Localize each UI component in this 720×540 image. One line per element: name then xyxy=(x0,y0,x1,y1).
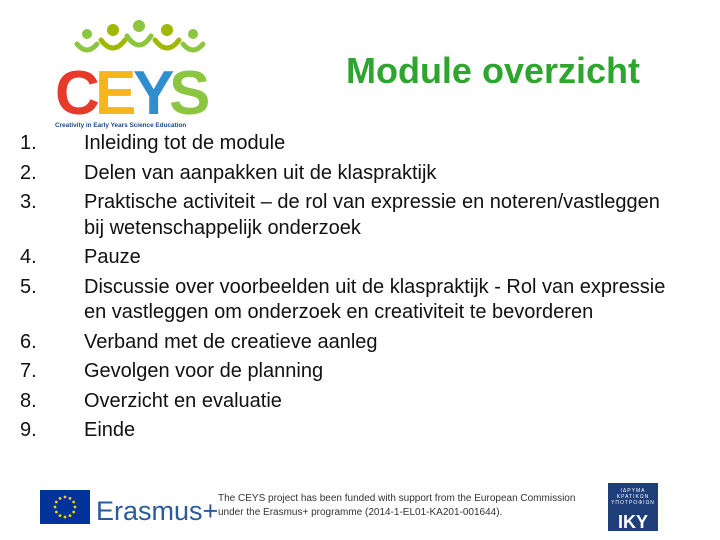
eu-star xyxy=(72,511,75,514)
agenda-list xyxy=(20,131,670,448)
agenda-item xyxy=(20,275,670,326)
eu-star xyxy=(72,501,75,504)
eu-star xyxy=(64,516,67,519)
agenda-item-text: Einde xyxy=(84,419,136,441)
funding-disclaimer: The CEYS project has been funded with support from the European Commission under the Erasmus+ programme (2014-1-EL01-KA201-001644). xyxy=(218,493,576,518)
agenda-item-number: 5. xyxy=(20,275,37,298)
agenda-item-number: 2. xyxy=(20,161,37,184)
eu-star xyxy=(55,501,58,504)
agenda-item xyxy=(20,245,670,271)
agenda-item xyxy=(20,389,670,415)
eu-star xyxy=(54,506,57,509)
agenda-item-number: 8. xyxy=(20,389,37,412)
footer xyxy=(0,478,720,538)
agenda-item xyxy=(20,359,670,385)
svg-text:Y: Y xyxy=(133,59,175,128)
eu-star xyxy=(55,511,58,514)
iky-wordmark: IKY xyxy=(617,512,648,532)
agenda-item xyxy=(20,190,670,241)
agenda-item-number: 9. xyxy=(20,419,37,441)
page-title: Module overzicht xyxy=(345,50,640,91)
eu-star xyxy=(59,514,62,517)
eu-star xyxy=(64,496,67,499)
agenda-item-number: 6. xyxy=(20,330,37,353)
ceys-logo xyxy=(55,18,215,129)
agenda-item-number: 4. xyxy=(20,246,37,268)
eu-star xyxy=(69,497,72,500)
agenda-item-text: Pauze xyxy=(84,246,141,268)
agenda-item-text: Overzicht en evaluatie xyxy=(84,389,282,412)
agenda-item-text: Inleiding tot de module xyxy=(84,132,286,154)
svg-text:E: E xyxy=(95,59,137,128)
eu-star xyxy=(74,506,77,509)
agenda-item-number: 3. xyxy=(20,191,37,213)
agenda-item-text: Delen van aanpakken uit de klaspraktijk xyxy=(84,161,437,184)
iky-subtitle: ΙΔΡΥΜΑ ΚΡΑΤΙΚΩΝ ΥΠΟΤΡΟΦΙΩΝ xyxy=(611,488,655,506)
agenda-item-number: 1. xyxy=(20,132,37,154)
agenda-item-text: Gevolgen voor de planning xyxy=(84,360,324,382)
iky-logo xyxy=(608,483,658,531)
agenda-item-number: 7. xyxy=(20,360,37,382)
agenda-item-text: Praktische activiteit – de rol van expressie en noteren/vastleggen bij wetenschappelijk onderzoek xyxy=(84,191,660,239)
agenda-item xyxy=(20,131,670,157)
svg-text:S: S xyxy=(169,59,211,128)
logo-tagline: Creativity in Early Years Science Education xyxy=(55,122,187,129)
agenda-item-text: Verband met de creatieve aanleg xyxy=(84,330,378,353)
eu-star xyxy=(59,497,62,500)
children-figures-icon xyxy=(75,18,205,58)
eu-flag-icon xyxy=(40,490,90,524)
agenda-item xyxy=(20,330,670,356)
erasmus-plus-logo: Erasmus+ xyxy=(96,496,219,526)
svg-text:C: C xyxy=(55,59,100,128)
agenda-item xyxy=(20,418,670,444)
agenda-item-text: Discussie over voorbeelden uit de klaspraktijk - Rol van expressie en vastleggen om onderzoek en creativiteit te bevorderen xyxy=(84,275,666,323)
eu-star xyxy=(69,514,72,517)
agenda-item xyxy=(20,161,670,187)
